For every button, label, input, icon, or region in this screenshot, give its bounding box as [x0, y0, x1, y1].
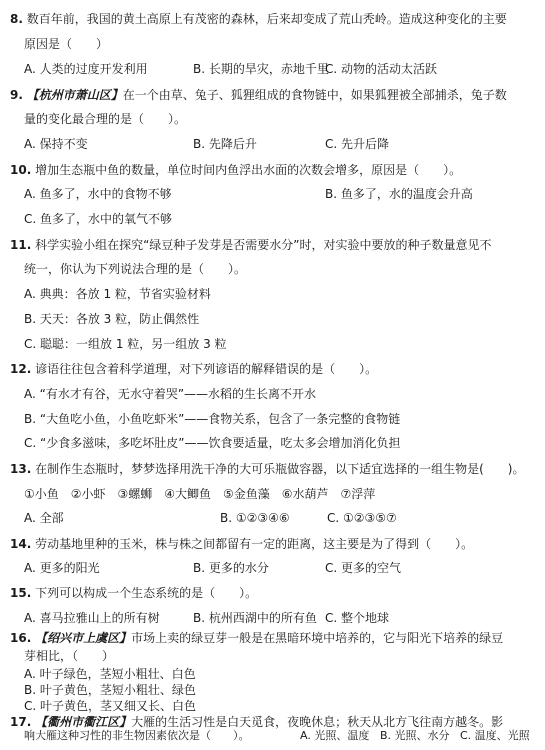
question-17-option-c: C. 温度、光照	[460, 729, 530, 742]
question-13-organism-list: ①小鱼 ②小虾 ③螺蛳 ④大鲫鱼 ⑤金鱼藻 ⑥水葫芦 ⑦浮萍	[24, 487, 376, 501]
question-17-region-tag: 【衢州市衢江区】	[35, 715, 132, 729]
question-17-number: 17.	[10, 715, 32, 729]
question-17-option-a: A. 光照、温度	[300, 729, 370, 742]
question-14-option-a: A. 更多的阳光	[24, 561, 100, 575]
question-11-text: 科学实验小组在探究“绿豆种子发芽是否需要水分”时，对实验中要放的种子数量意见不	[35, 238, 492, 252]
question-13-line-1	[10, 461, 524, 477]
question-8-option-c: C. 动物的活动太活跃	[325, 62, 438, 76]
question-9-region-tag: 【杭州市萧山区】	[26, 88, 123, 102]
question-14-option-c: C. 更多的空气	[325, 561, 402, 575]
question-16-line-1	[10, 630, 503, 646]
question-16-option-b: B. 叶子黄色，茎短小粗壮、绿色	[24, 683, 196, 697]
question-16-number: 16.	[10, 631, 32, 645]
question-16-region-tag: 【绍兴市上虞区】	[35, 631, 132, 645]
question-9-option-b: B. 先降后升	[193, 137, 257, 151]
question-12-option-a: A. “有水才有谷，无水守着哭”——水稻的生长离不开水	[24, 387, 317, 401]
question-13-text: 在制作生态瓶时，梦梦选择用洗干净的大可乐瓶做容器，以下适宜选择的一组生物是( )。	[35, 462, 525, 476]
question-10-number: 10.	[10, 163, 32, 177]
question-15-option-a: A. 喜马拉雅山上的所有树	[24, 611, 160, 625]
question-11-number: 11.	[10, 238, 32, 252]
question-8-text: 数百年前，我国的黄土高原上有茂密的森林，后来却变成了荒山秃岭。造成这种变化的主要	[26, 12, 507, 26]
question-11-option-c: C. 聪聪：一组放 1 粒，另一组放 3 粒	[24, 337, 227, 351]
question-11-option-b: B. 天天：各放 3 粒，防止偶然性	[24, 312, 200, 326]
question-11-option-a: A. 典典：各放 1 粒，节省实验材料	[24, 287, 211, 301]
question-8-number: 8.	[10, 12, 23, 26]
question-15-option-c: C. 整个地球	[325, 611, 390, 625]
question-12-number: 12.	[10, 362, 32, 376]
question-12-option-c: C. “少食多滋味，多吃坏肚皮”——饮食要适量，吃太多会增加消化负担	[24, 436, 401, 450]
question-16-line-2: 芽相比，（ ）	[24, 649, 115, 663]
question-13-option-b: B. ①②③④⑥	[220, 511, 290, 525]
question-11-line-1	[10, 237, 492, 253]
question-17-option-b: B. 光照、水分	[380, 729, 450, 742]
question-11-line-2: 统一，你认为下列说法合理的是（ ）。	[24, 262, 247, 276]
question-14-number: 14.	[10, 537, 32, 551]
question-8-option-b: B. 长期的旱灾，赤地千里	[193, 62, 329, 76]
question-12-option-b: B. “大鱼吃小鱼，小鱼吃虾米”——食物关系，包含了一条完整的食物链	[24, 412, 401, 426]
question-12-line-1	[10, 361, 377, 377]
question-9-number: 9.	[10, 88, 23, 102]
question-13-option-a: A. 全部	[24, 511, 64, 525]
question-10-option-b: B. 鱼多了，水的温度会升高	[325, 187, 473, 201]
question-16-option-c: C. 叶子黄色，茎又细又长、白色	[24, 699, 197, 713]
question-17-text: 大雁的生活习性是白天觅食，夜晚休息；秋天从北方飞往南方越冬。影	[131, 715, 504, 729]
question-15-number: 15.	[10, 586, 32, 600]
question-9-line-1	[10, 87, 507, 103]
question-15-line-1	[10, 585, 257, 601]
question-9-option-c: C. 先升后降	[325, 137, 390, 151]
question-13-option-c: C. ①②③⑤⑦	[327, 511, 397, 525]
question-10-option-c: C. 鱼多了，水中的氧气不够	[24, 212, 173, 226]
question-17-line-2: 响大雁这种习性的非生物因素依次是（ ）。	[24, 729, 250, 742]
question-12-text: 谚语往往包含着科学道理，对下列谚语的解释错误的是（ ）。	[35, 362, 378, 376]
question-8-line-1	[10, 11, 507, 27]
question-14-line-1	[10, 536, 473, 552]
question-8-option-a: A. 人类的过度开发利用	[24, 62, 148, 76]
question-15-option-b: B. 杭州西湖中的所有鱼	[193, 611, 317, 625]
question-13-number: 13.	[10, 462, 32, 476]
question-10-line-1	[10, 162, 461, 178]
question-8-line-2: 原因是（ ）	[24, 37, 109, 51]
question-15-text: 下列可以构成一个生态系统的是（ ）。	[35, 586, 258, 600]
question-9-line-2: 量的变化最合理的是（ ）。	[24, 112, 187, 126]
question-10-text: 增加生态瓶中鱼的数量，单位时间内鱼浮出水面的次数会增多，原因是（ ）。	[35, 163, 462, 177]
question-10-option-a: A. 鱼多了，水中的食物不够	[24, 187, 172, 201]
question-14-text: 劳动基地里种的玉米，株与株之间都留有一定的距离，这主要是为了得到（ ）。	[35, 537, 474, 551]
question-9-text: 在一个由草、兔子、狐狸组成的食物链中，如果狐狸被全部捕杀，兔子数	[122, 88, 507, 102]
question-16-text: 市场上卖的绿豆芽一般是在黑暗环境中培养的，它与阳光下培养的绿豆	[131, 631, 504, 645]
question-16-option-a: A. 叶子绿色，茎短小粗壮、白色	[24, 667, 196, 681]
question-9-option-a: A. 保持不变	[24, 137, 88, 151]
question-14-option-b: B. 更多的水分	[193, 561, 269, 575]
